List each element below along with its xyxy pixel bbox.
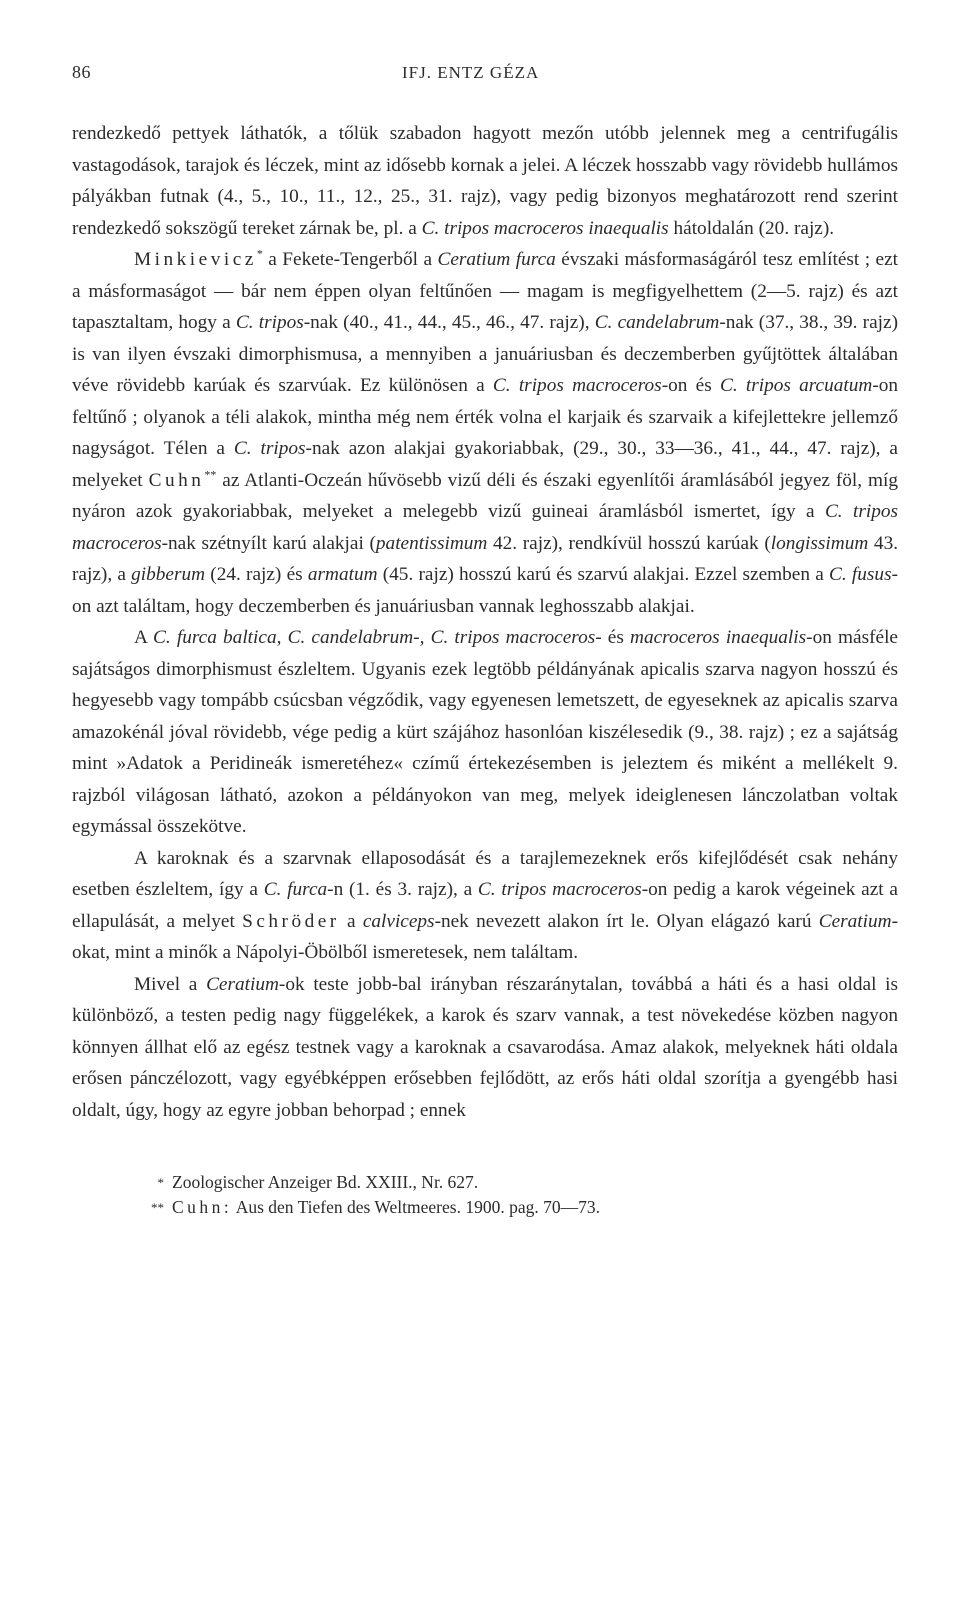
running-head: IFJ. ENTZ GÉZA (402, 63, 540, 82)
footnote-mark: * (157, 1175, 164, 1190)
text-run: (45. rajz) hosszú karú és szarvú alakjai. Ezzel szemben a (377, 564, 830, 585)
text-run: A karoknak és a szarvnak ellaposodását és a tarajlemezeknek erős kifejlődését csak nehány esetben észleltem, így a (72, 847, 898, 900)
text-run: rendezkedő pettyek láthatók, a tőlük szabadon hagyott mezőn utóbb jelennek meg a centrifugális vastagodások, tarajok és léczek, mint az idősebb kornak a jelei. A léczek hosszabb vagy rövidebb hullámos pályákban futnak (4., 5., 10., 11., 12., 25., 31. rajz), vagy pedig bizonyos meghatározott rend szerint rendezkedő sokszögű tereket zárnak be, pl. a (72, 123, 898, 239)
text-run: és (601, 627, 631, 648)
text-run: Zoologischer Anzeiger Bd. XXIII., Nr. 627. (172, 1172, 479, 1192)
italic-run: C. tripos macroceros (72, 501, 898, 554)
paragraph (72, 622, 898, 843)
text-run: hátoldalán (20. rajz). (668, 217, 835, 239)
text-run: -n (1. és 3. rajz), a (327, 879, 478, 900)
text-run: -nak (40., 41., 44., 45., 46., 47. rajz), (303, 312, 595, 333)
paragraph (72, 969, 898, 1127)
italic-run: Ceratium (818, 910, 892, 932)
italic-run: macroceros inaequalis (630, 627, 807, 648)
italic-run: C. tripos macroceros (477, 879, 642, 900)
text-run: a (339, 910, 363, 932)
italic-run: C. furca baltica, C. candelabrum-, C. tripos macroceros- (153, 627, 602, 648)
footnote (150, 1170, 898, 1195)
italic-run: armatum (307, 564, 378, 585)
italic-run: Ceratium (206, 973, 279, 995)
italic-run: C. furca (263, 879, 328, 900)
text-run: 43. rajz), a (72, 532, 899, 585)
text-run: az Atlanti-Oczeán hűvösebb vizű déli és északi egyenlítői áramlásából jegyez föl, míg nyáron azok gyakoriabbak, melyeket a melegebb vizű guineai áramlásból ismertet, így a (72, 469, 898, 522)
footnote-ref: * (256, 246, 263, 261)
paragraph (72, 118, 898, 244)
text-run: -on és (661, 375, 720, 396)
footnote (150, 1195, 898, 1220)
italic-run: C. tripos macroceros inaequalis (421, 217, 669, 239)
italic-run: patentissimum (375, 532, 488, 554)
text-run: Aus den Tiefen des Weltmeeres. 1900. pag. 70—73. (232, 1197, 600, 1217)
italic-run: C. fusus (829, 564, 892, 585)
text-run: A (134, 627, 154, 648)
text-run: -on pedig a karok végeinek azt a ellapulását, a melyet (72, 879, 898, 932)
page-header (72, 62, 898, 96)
italic-run: C. tripos arcuatum (719, 375, 873, 396)
text-run: Mivel a (134, 973, 207, 995)
italic-run: C. tripos (235, 312, 304, 333)
text-run: -okat, mint a minők a Nápolyi-Öbölből ismeretesek, nem találtam. (72, 910, 898, 963)
text-run: -on feltűnő ; olyanok a téli alakok, mintha még nem érték volna el karjaik és szarvaik a kifejlettekre jellemző nagyságot. Télen a (72, 375, 899, 459)
page-number: 86 (72, 62, 91, 82)
spaced-name: Cuhn: (172, 1197, 233, 1217)
footnote-mark: ** (151, 1200, 164, 1215)
text-run: évszaki másformaságáról tesz említést ; ezt a másformaságot — bár nem éppen olyan feltűnően — magam is megfigyelhettem (2—5. rajz) és azt tapasztaltam, hogy a (72, 249, 898, 333)
spaced-name: Minkievicz (134, 249, 257, 270)
spaced-name: Schröder (242, 910, 340, 932)
italic-run: gibberum (131, 564, 206, 585)
text-run: -nak (37., 38., 39. rajz) is van ilyen évszaki dimorphismusa, a mennyiben a januáriusban és deczemberben gyűjtöttek általában véve rövidebb karúak és szarvúak. Ez különösen a (72, 312, 898, 396)
italic-run: C. tripos (233, 438, 306, 459)
footnote-ref: ** (204, 467, 217, 482)
text-run: -on azt találtam, hogy deczemberben és januáriusban vannak leghosszabb alakjai. (72, 564, 898, 617)
spaced-name: Cuhn (148, 469, 205, 491)
text-run: (24. rajz) és (205, 564, 308, 585)
text-run: 42. rajz), rendkívül hosszú karúak ( (487, 532, 771, 554)
text-run: -nak azon alakjai gyakoriabbak, (29., 30., 33—36., 41., 44., 47. rajz), a melyeket (72, 438, 898, 491)
text-run: a Fekete-Tengerből a (262, 249, 438, 270)
text-run: -nak szétnyílt karú alakjai ( (161, 532, 376, 554)
text-run: -on másféle sajátságos dimorphismust észleltem. Ugyanis ezek legtöbb példányának apicalis szarva nagyon hosszú és hegyesebb vagy tompább csúcsban végződik, vagy egyenesen lemetszett, de egyeseknek az apicalis szarva amazokénál jóval rövidebb, vége pedig a kürt szájához hasonlóan kiszélesedik (9., 38. rajz) ; ez a sajátság mint »Adatok a Peridineák ismeretéhez« czímű értekezésemben is jeleztem és miként a mellékelt 9. rajzból világosan látható, azokon a példányokon van meg, melyek ideiglenesen lánczolatban voltak egymással összekötve. (72, 627, 898, 837)
italic-run: C. tripos macroceros (492, 375, 662, 396)
paragraph (72, 843, 898, 969)
paragraph (72, 244, 898, 622)
italic-run: calviceps (362, 910, 435, 932)
body-text (72, 118, 898, 1126)
footnotes (150, 1170, 898, 1220)
italic-run: Ceratium furca (437, 249, 556, 270)
text-run: -nek nevezett alakon írt le. Olyan elágazó karú (434, 910, 819, 932)
italic-run: C. candelabrum (594, 312, 720, 333)
italic-run: longissimum (770, 532, 869, 554)
text-run: -ok teste jobb-bal irányban részaránytalan, továbbá a háti és a hasi oldal is különböző, a testen pedig nagy függelékek, a karok és szarv vannak, a test növekedése közben nagyon könnyen állhat elő az egész testnek vagy a karoknak a csavarodása. Amaz alakok, melyeknek háti oldala erősen pánczélozott, vagy egyébképpen erősebben fejlődött, az erős háti oldal szorítja a gyengébb hasi oldalt, úgy, hogy az egyre jobban behorpad ; ennek (72, 973, 898, 1121)
